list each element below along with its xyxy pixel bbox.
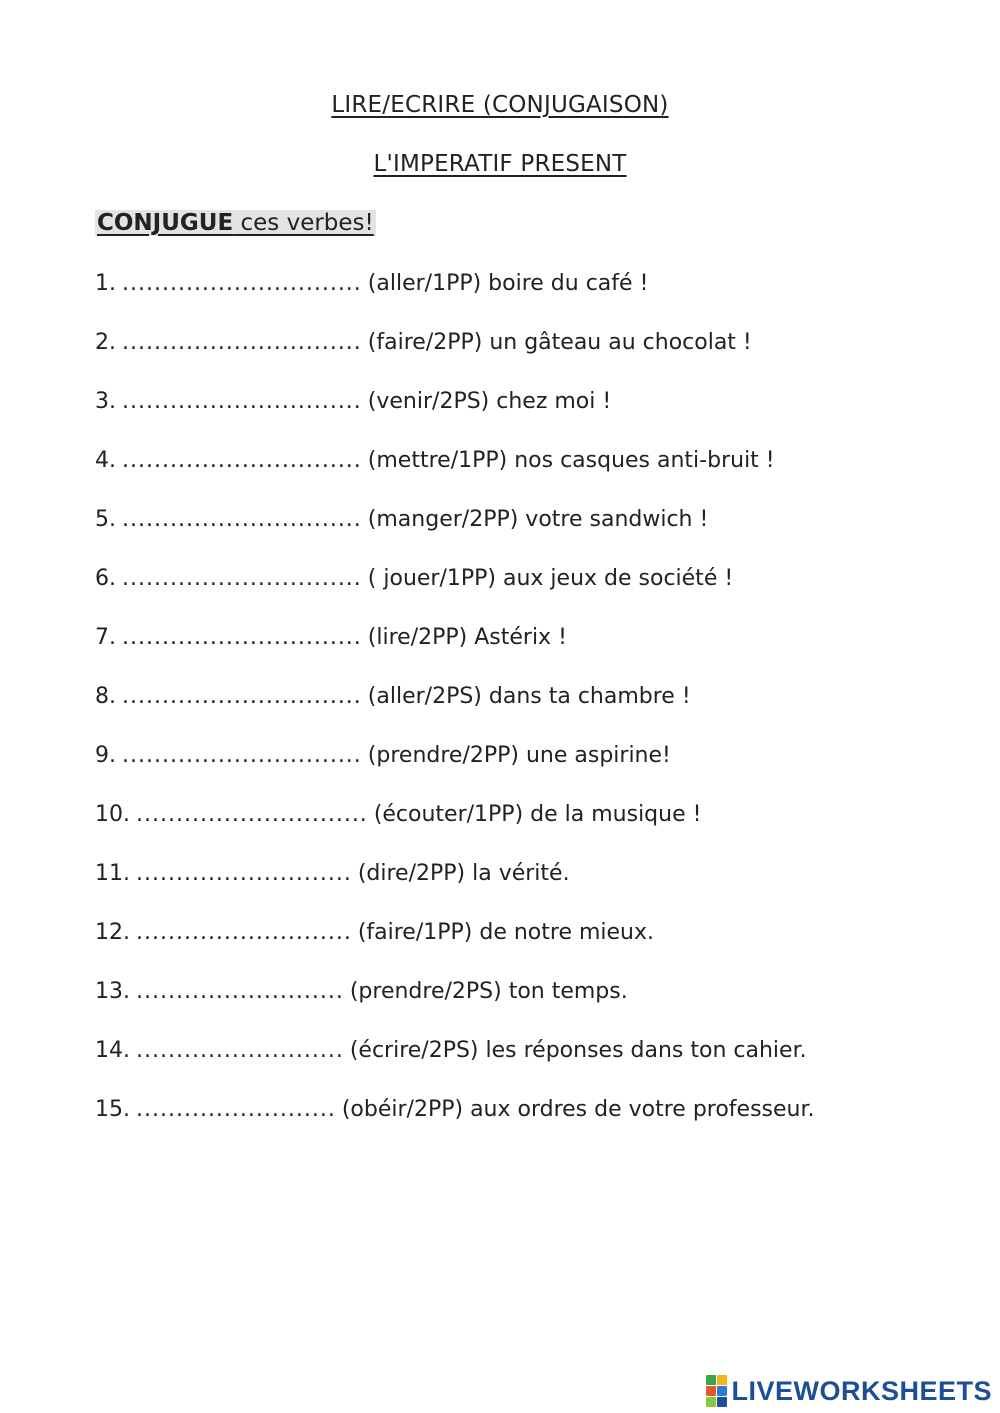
exercise-item bbox=[95, 976, 815, 1035]
worksheet-title: LIRE/ECRIRE (CONJUGAISON) bbox=[331, 92, 669, 118]
exercise-item bbox=[95, 268, 815, 327]
exercise-item bbox=[95, 622, 815, 681]
exercise-number: 12. bbox=[95, 920, 130, 945]
answer-blank: .............................. bbox=[122, 389, 362, 414]
logo-square-icon bbox=[706, 1375, 716, 1385]
exercise-number: 11. bbox=[95, 861, 130, 886]
exercise-prompt: (prendre/2PS) ton temps. bbox=[349, 979, 628, 1004]
exercise-number: 6. bbox=[95, 566, 116, 591]
exercise-prompt: (prendre/2PP) une aspirine! bbox=[367, 743, 671, 768]
answer-blank: .............................. bbox=[122, 684, 362, 709]
exercise-prompt: (aller/2PS) dans ta chambre ! bbox=[367, 684, 691, 709]
logo-square-icon bbox=[706, 1386, 716, 1396]
exercise-number: 15. bbox=[95, 1097, 130, 1122]
answer-blank: ........................... bbox=[136, 920, 352, 945]
exercise-item bbox=[95, 740, 815, 799]
exercise-prompt: (dire/2PP) la vérité. bbox=[357, 861, 570, 886]
exercise-item bbox=[95, 563, 815, 622]
liveworksheets-logo bbox=[706, 1375, 992, 1407]
exercise-prompt: (venir/2PS) chez moi ! bbox=[367, 389, 612, 414]
exercise-number: 14. bbox=[95, 1038, 130, 1063]
exercise-prompt: (lire/2PP) Astérix ! bbox=[367, 625, 567, 650]
exercise-item bbox=[95, 386, 815, 445]
logo-square-icon bbox=[717, 1397, 727, 1407]
exercise-number: 13. bbox=[95, 979, 130, 1004]
exercise-item bbox=[95, 445, 815, 504]
answer-blank: .............................. bbox=[122, 625, 362, 650]
exercise-number: 1. bbox=[95, 271, 116, 296]
answer-blank: .............................. bbox=[122, 566, 362, 591]
exercise-item bbox=[95, 504, 815, 563]
logo-square-icon bbox=[706, 1397, 716, 1407]
logo-square-icon bbox=[717, 1386, 727, 1396]
instruction-verb: CONJUGUE bbox=[97, 210, 234, 236]
logo-square-icon bbox=[717, 1375, 727, 1385]
answer-blank: .......................... bbox=[136, 1038, 344, 1063]
answer-blank: ............................. bbox=[136, 802, 368, 827]
exercise-item bbox=[95, 917, 815, 976]
exercise-prompt: (écouter/1PP) de la musique ! bbox=[373, 802, 702, 827]
exercise-prompt: (mettre/1PP) nos casques anti-bruit ! bbox=[367, 448, 775, 473]
exercise-prompt: (aller/1PP) boire du café ! bbox=[367, 271, 649, 296]
exercise-number: 10. bbox=[95, 802, 130, 827]
exercise-prompt: (obéir/2PP) aux ordres de votre professeur. bbox=[341, 1097, 815, 1122]
exercise-number: 2. bbox=[95, 330, 116, 355]
exercise-number: 9. bbox=[95, 743, 116, 768]
logo-mark-icon bbox=[706, 1375, 727, 1407]
exercise-number: 8. bbox=[95, 684, 116, 709]
exercise-prompt: ( jouer/1PP) aux jeux de société ! bbox=[367, 566, 734, 591]
exercise-list bbox=[95, 268, 815, 1153]
logo-text: LIVEWORKSHEETS bbox=[731, 1375, 992, 1406]
exercise-item bbox=[95, 1094, 815, 1153]
exercise-prompt: (manger/2PP) votre sandwich ! bbox=[367, 507, 709, 532]
worksheet-subtitle: L'IMPERATIF PRESENT bbox=[373, 151, 627, 177]
answer-blank: ........................... bbox=[136, 861, 352, 886]
exercise-number: 5. bbox=[95, 507, 116, 532]
answer-blank: .............................. bbox=[122, 330, 362, 355]
exercise-prompt: (écrire/2PS) les réponses dans ton cahier. bbox=[349, 1038, 807, 1063]
instruction-text: ces verbes! bbox=[233, 210, 374, 236]
exercise-item bbox=[95, 858, 815, 917]
answer-blank: .............................. bbox=[122, 507, 362, 532]
exercise-number: 4. bbox=[95, 448, 116, 473]
exercise-number: 7. bbox=[95, 625, 116, 650]
instruction bbox=[95, 210, 376, 236]
answer-blank: .............................. bbox=[122, 448, 362, 473]
exercise-item bbox=[95, 681, 815, 740]
exercise-item bbox=[95, 799, 815, 858]
exercise-item bbox=[95, 1035, 815, 1094]
exercise-item bbox=[95, 327, 815, 386]
exercise-number: 3. bbox=[95, 389, 116, 414]
answer-blank: .............................. bbox=[122, 271, 362, 296]
exercise-prompt: (faire/1PP) de notre mieux. bbox=[357, 920, 655, 945]
answer-blank: .......................... bbox=[136, 979, 344, 1004]
answer-blank: ......................... bbox=[136, 1097, 336, 1122]
exercise-prompt: (faire/2PP) un gâteau au chocolat ! bbox=[367, 330, 752, 355]
answer-blank: .............................. bbox=[122, 743, 362, 768]
